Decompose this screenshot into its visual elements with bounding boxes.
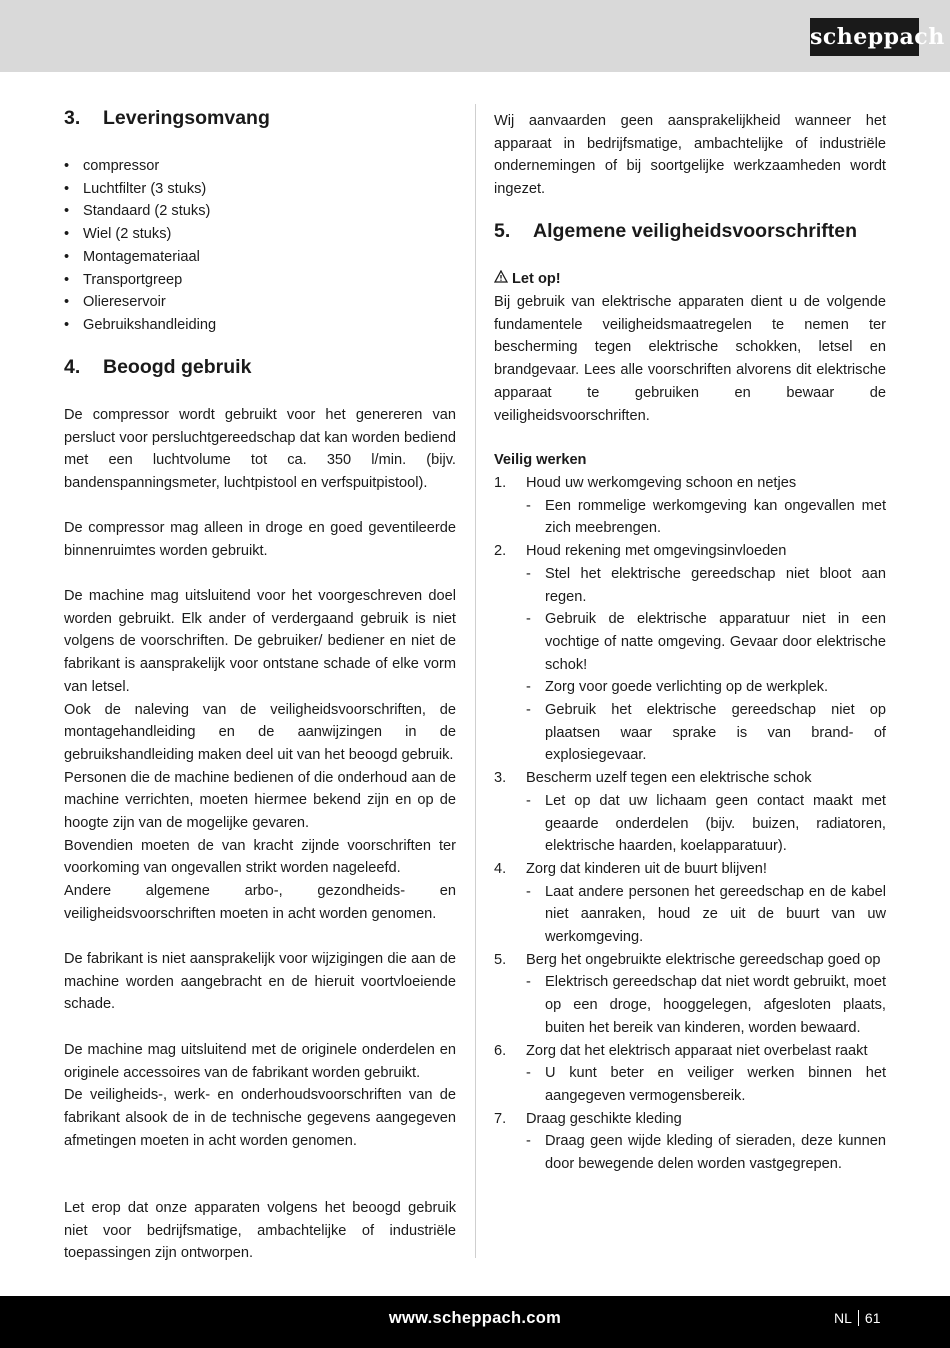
safety-item: 5. Berg het ongebruikte elektrische gereedschap goed op - Elektrisch gereedschap dat niet wordt gebruikt, moet op een droge, hooggelegen, afgesloten plaats, buiten het bereik van kinderen, worden bewaard. bbox=[494, 949, 886, 1040]
column-divider bbox=[475, 104, 476, 1258]
original-parts-paragraph: De machine mag uitsluitend met de originele onderdelen en originele accessoires van de fabrikant worden gebruikt. De veiligheids-, werk- en onderhoudsvoorschriften van de fabrikant alsook de in de technische gegevens aangegeven afmetingen moeten in acht worden genomen. bbox=[64, 1042, 456, 1149]
indoor-use-paragraph: De compressor mag alleen in droge en goed geventileerde binnenruimtes worden gebruikt. bbox=[64, 520, 456, 559]
delivery-list bbox=[64, 155, 216, 337]
list-item: • compressor bbox=[64, 155, 216, 178]
safety-subitem: - U kunt beter en veiliger werken binnen het aangegeven vermogensbereik. bbox=[494, 1062, 886, 1107]
usage-rules-paragraph: De machine mag uitsluitend voor het voorgeschreven doel worden gebruikt. Elk ander of verdergaand gebruik is niet volgens de voorschriften. De gebruiker/ bediener en niet de fabrikant is aansprakelijk voor ontstane schade of elke vorm van letsel. Ook de naleving van de veiligheidsvoorschriften, de montagehandleiding en de aanwijzingen in de gebruikshandleiding maken deel uit van het beoogd gebruik. Personen die de machine bedienen of die onderhoud aan de machine verrichten, moeten hiermee bekend zijn en op de hoogte zijn van de mogelijke gevaren. Bovendien moeten de van kracht zijnde voorschriften ter voorkoming van ongevallen strikt worden nageleefd. Andere algemene arbo-, gezondheids- en veiligheidsvoorschriften moeten in acht worden genomen. bbox=[64, 588, 456, 922]
section-4-heading: 4. Beoogd gebruik bbox=[64, 356, 252, 378]
safe-work-subheading: Veilig werken bbox=[494, 452, 587, 468]
website-link[interactable]: www.scheppach.com bbox=[388, 1309, 562, 1327]
safety-items bbox=[494, 472, 886, 1176]
section-3-heading: 3. Leveringsomvang bbox=[64, 107, 270, 129]
list-item: • Standaard (2 stuks) bbox=[64, 200, 216, 223]
list-item: • Oliereservoir bbox=[64, 291, 216, 314]
safety-item: 6. Zorg dat het elektrisch apparaat niet overbelast raakt - U kunt beter en veiliger werken binnen het aangegeven vermogensbereik. bbox=[494, 1040, 886, 1108]
safety-subitem: - Zorg voor goede verlichting op de werkplek. bbox=[494, 676, 886, 699]
safety-item: 3. Bescherm uzelf tegen een elektrische schok - Let op dat uw lichaam geen contact maakt met geaarde onderdelen (bijv. buizen, radiatoren, elektrische haarden, koelapparatuur). bbox=[494, 767, 886, 858]
safety-subitem: - Een rommelige werkomgeving kan ongevallen met zich meebrengen. bbox=[494, 495, 886, 540]
brand-logo: scheppach bbox=[810, 18, 919, 56]
safety-item: 4. Zorg dat kinderen uit de buurt blijven! - Laat andere personen het gereedschap en de kabel niet aanraken, houd ze uit de buurt van uw werkomgeving. bbox=[494, 858, 886, 949]
safety-item: 7. Draag geschikte kleding - Draag geen wijde kleding of sieraden, deze kunnen door bewegende delen worden vastgegrepen. bbox=[494, 1108, 886, 1176]
footer-bar bbox=[0, 1296, 950, 1348]
section-5-heading: 5. Algemene veiligheidsvoorschriften bbox=[494, 220, 858, 242]
header-band bbox=[0, 0, 950, 72]
list-item: • Montagemateriaal bbox=[64, 246, 216, 269]
commercial-use-paragraph: Let erop dat onze apparaten volgens het beoogd gebruik niet voor bedrijfsmatige, ambachtelijke of industriële toepassingen zijn ontworpen. bbox=[64, 1200, 456, 1262]
safety-subitem: - Laat andere personen het gereedschap en de kabel niet aanraken, houd ze uit de buurt van uw werkomgeving. bbox=[494, 881, 886, 949]
intended-use-paragraph: De compressor wordt gebruikt voor het genereren van persluct voor persluchtgereedschap dat kan worden bediend met een luchtvolume tot ca. 350 l/min. (bijv. bandenspanningsmeter, luchtpistool en verfspuitpistool). bbox=[64, 407, 456, 492]
safety-subitem: - Stel het elektrische gereedschap niet bloot aan regen. bbox=[494, 563, 886, 608]
safety-subitem: - Gebruik de elektrische apparatuur niet in een vochtige of natte omgeving. Gevaar door elektrische schok! bbox=[494, 608, 886, 676]
warning-triangle-icon bbox=[494, 268, 508, 291]
manufacturer-liability-paragraph: De fabrikant is niet aansprakelijk voor wijzigingen die aan de machine worden aangebracht en de hieruit voortvloeiende schade. bbox=[64, 951, 456, 1013]
liability-paragraph: Wij aanvaarden geen aansprakelijkheid wanneer het apparaat in bedrijfsmatige, ambachtelijke of industriële ondernemingen of bij soortgelijke werkzaamheden wordt ingezet. bbox=[494, 113, 886, 198]
list-item: • Gebruikshandleiding bbox=[64, 314, 216, 337]
warning-label: Let op! bbox=[494, 268, 561, 291]
safety-item: 1. Houd uw werkomgeving schoon en netjes - Een rommelige werkomgeving kan ongevallen met zich meebrengen. bbox=[494, 472, 886, 540]
warning-text: Bij gebruik van elektrische apparaten dient u de volgende fundamentele veiligheidsmaatregelen te nemen ter bescherming tegen elektrische schokken, letsel en brandgevaar. Lees alle voorschriften alvorens dit elektrische apparaat te gebruiken en bewaar de veiligheidsvoorschriften. bbox=[494, 294, 886, 424]
page-number: 61 bbox=[864, 1310, 881, 1326]
list-item: • Wiel (2 stuks) bbox=[64, 223, 216, 246]
list-item: • Transportgreep bbox=[64, 269, 216, 292]
safety-subitem: - Draag geen wijde kleding of sieraden, deze kunnen door bewegende delen worden vastgegrepen. bbox=[494, 1130, 886, 1175]
page-indicator bbox=[834, 1296, 880, 1340]
safety-subitem: - Gebruik het elektrische gereedschap niet op plaatsen waar sprake is van brand- of explosiegevaar. bbox=[494, 699, 886, 767]
safety-subitem: - Let op dat uw lichaam geen contact maakt met geaarde onderdelen (bijv. buizen, radiatoren, elektrische haarden, koelapparatuur). bbox=[494, 790, 886, 858]
list-item: • Luchtfilter (3 stuks) bbox=[64, 178, 216, 201]
safety-item: 2. Houd rekening met omgevingsinvloeden - Stel het elektrische gereedschap niet bloot aan regen. - Gebruik de elektrische apparatuur niet in een vochtige of natte omgeving. Gevaar door elektrische schok! - Zorg voor goede verlichting op de werkplek. - Gebruik het elektrische gereedschap niet op plaatsen waar sprake is van brand- of explosiegevaar. bbox=[494, 540, 886, 767]
safety-subitem: - Elektrisch gereedschap dat niet wordt gebruikt, moet op een droge, hooggelegen, afgesloten plaats, buiten het bereik van kinderen, worden bewaard. bbox=[494, 971, 886, 1039]
language-code: NL bbox=[834, 1310, 852, 1326]
